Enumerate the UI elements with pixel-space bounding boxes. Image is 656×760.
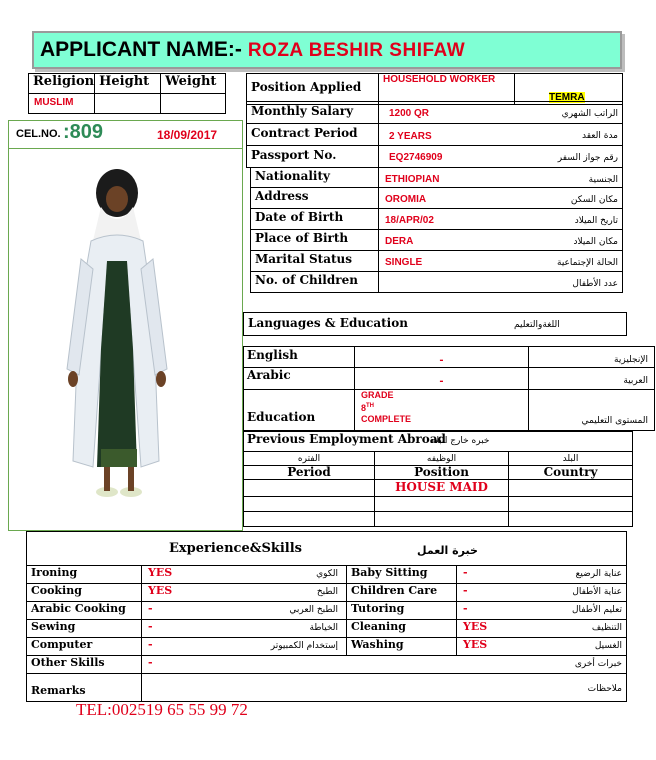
detail-value: 1200 QR xyxy=(379,102,515,124)
other-skills-arabic: خبرات أخرى xyxy=(532,656,627,674)
detail-row xyxy=(251,251,623,272)
skill-row xyxy=(27,620,627,638)
detail-label: No. of Children xyxy=(251,272,379,293)
skill-arabic: الطبخ العربي xyxy=(247,602,347,620)
detail-arabic: الراتب الشهري xyxy=(515,102,623,124)
detail-value: ETHIOPIAN xyxy=(379,168,515,188)
detail-row xyxy=(251,230,623,251)
personal-table xyxy=(250,167,623,293)
religion-table xyxy=(28,73,226,114)
detail-arabic: الحالة الإجتماعية xyxy=(515,251,623,272)
skill-row xyxy=(27,602,627,620)
english-label: English xyxy=(244,347,355,368)
skill-value: - xyxy=(457,584,532,602)
detail-value: DERA xyxy=(379,230,515,251)
detail-label: Marital Status xyxy=(251,251,379,272)
skill-label: Cooking xyxy=(27,584,142,602)
remarks-row xyxy=(27,674,627,702)
detail-label: Position Applied xyxy=(247,74,379,105)
col-country-arabic: البلد xyxy=(509,452,633,466)
skill-value: YES xyxy=(142,584,247,602)
education-sup: TH xyxy=(366,403,375,409)
skills-section-header xyxy=(26,531,627,565)
col-position-arabic: الوظيفه xyxy=(375,452,509,466)
languages-title: Languages & Education xyxy=(248,316,408,330)
detail-value xyxy=(379,272,515,293)
remarks-arabic: ملاحظات xyxy=(532,674,627,702)
skill-value: - xyxy=(142,620,247,638)
detail-row xyxy=(251,168,623,188)
detail-arabic: رقم جواز السفر xyxy=(515,146,623,168)
detail-value: EQ2746909 xyxy=(379,146,515,168)
employment-row xyxy=(244,480,633,497)
height-value xyxy=(95,94,161,114)
detail-row xyxy=(251,272,623,293)
education-arabic: المستوى التعليمي xyxy=(529,390,655,431)
skill-value: YES xyxy=(457,620,532,638)
detail-row xyxy=(247,102,623,124)
cel-number-box xyxy=(8,120,243,148)
detail-label: Contract Period xyxy=(247,124,379,146)
skill-value: YES xyxy=(142,566,247,584)
telephone: TEL:002519 65 55 99 72 xyxy=(76,700,248,719)
skill-row xyxy=(27,638,627,656)
english-arabic: الإنجليزية xyxy=(529,347,655,368)
skill-value: - xyxy=(457,566,532,584)
detail-arabic: مكان الميلاد xyxy=(515,230,623,251)
arabic-label: Arabic xyxy=(244,368,355,390)
employment-empty-row xyxy=(244,497,633,512)
skill-arabic: إستخدام الكمبيوتر xyxy=(247,638,347,656)
detail-row xyxy=(251,209,623,230)
weight-header: Weight xyxy=(161,74,226,94)
col-period-arabic: الفتره xyxy=(244,452,375,466)
skills-table xyxy=(26,565,627,702)
skill-label: Baby Sitting xyxy=(347,566,457,584)
skill-arabic: الخياطة xyxy=(247,620,347,638)
employment-title: Previous Employment Abroad xyxy=(247,432,446,446)
education-number: 8 xyxy=(361,403,367,413)
employment-section-header xyxy=(243,431,633,451)
detail-row xyxy=(251,188,623,209)
religion-value: MUSLIM xyxy=(29,94,95,114)
skill-label: Arabic Cooking xyxy=(27,602,142,620)
applicant-name-banner xyxy=(32,31,622,69)
skills-title: Experience&Skills xyxy=(169,541,302,556)
detail-arabic: تاريخ الميلاد xyxy=(515,209,623,230)
detail-arabic: مكان السكن xyxy=(515,188,623,209)
employment-country xyxy=(509,480,633,497)
cel-label: CEL.NO. xyxy=(16,128,61,140)
col-period: Period xyxy=(244,466,375,480)
skill-value: - xyxy=(142,602,247,620)
arabic-value: - xyxy=(355,368,529,390)
skill-label: Children Care xyxy=(347,584,457,602)
height-header: Height xyxy=(95,74,161,94)
detail-label: Monthly Salary xyxy=(247,102,379,124)
languages-table xyxy=(243,346,655,431)
col-country: Country xyxy=(509,466,633,480)
remarks-label: Remarks xyxy=(27,674,142,702)
detail-extra-cell xyxy=(515,74,623,105)
detail-label: Nationality xyxy=(251,168,379,188)
detail-value: 18/APR/02 xyxy=(379,209,515,230)
detail-row xyxy=(247,74,623,105)
detail-value: SINGLE xyxy=(379,251,515,272)
detail-arabic: مدة العقد xyxy=(515,124,623,146)
skill-value: - xyxy=(457,602,532,620)
religion-header: Religion xyxy=(29,74,95,94)
employment-empty-row xyxy=(244,512,633,527)
skill-arabic: عناية الرضيع xyxy=(532,566,627,584)
employment-table xyxy=(243,451,633,527)
employment-position: HOUSE MAID xyxy=(375,480,509,497)
remarks-value xyxy=(142,674,532,702)
other-skills-label: Other Skills xyxy=(27,656,142,674)
applicant-photo-image xyxy=(9,149,242,530)
detail-arabic: الجنسية xyxy=(515,168,623,188)
skill-label: Cleaning xyxy=(347,620,457,638)
applicant-photo xyxy=(8,148,243,531)
detail-row xyxy=(247,124,623,146)
detail-label: Address xyxy=(251,188,379,209)
skill-arabic: الغسيل xyxy=(532,638,627,656)
applicant-name-value: ROZA BESHIR SHIFAW xyxy=(247,40,466,61)
skill-label: Sewing xyxy=(27,620,142,638)
detail-label: Date of Birth xyxy=(251,209,379,230)
education-label: Education xyxy=(244,390,355,431)
cel-number: :809 xyxy=(63,121,104,143)
education-status: COMPLETE xyxy=(361,414,412,424)
skill-arabic: عناية الأطفال xyxy=(532,584,627,602)
skill-arabic: الطبخ xyxy=(247,584,347,602)
detail-row xyxy=(247,146,623,168)
arabic-arabic: العربية xyxy=(529,368,655,390)
weight-value xyxy=(161,94,226,114)
skill-label: Washing xyxy=(347,638,457,656)
detail-value: OROMIA xyxy=(379,188,515,209)
languages-section-header xyxy=(243,312,627,336)
employment-period xyxy=(244,480,375,497)
skill-row xyxy=(27,566,627,584)
employment-title-arabic: خبره خارج البلاد xyxy=(430,436,490,446)
english-value: - xyxy=(355,347,529,368)
skill-row xyxy=(27,584,627,602)
skill-arabic: تعليم الأطفال xyxy=(532,602,627,620)
education-level xyxy=(361,401,528,414)
applicant-name-label: APPLICANT NAME:- xyxy=(40,38,242,61)
detail-value: 2 YEARS xyxy=(379,124,515,146)
skill-arabic: الكوي xyxy=(247,566,347,584)
skills-title-arabic: خبرة العمل xyxy=(417,544,478,557)
temra-highlight: TEMRA xyxy=(549,92,585,103)
detail-arabic: عدد الأطفال xyxy=(515,272,623,293)
skill-label: Tutoring xyxy=(347,602,457,620)
languages-title-arabic: اللغةوالتعليم xyxy=(514,320,560,330)
skill-label: Ironing xyxy=(27,566,142,584)
education-grade: GRADE xyxy=(361,390,394,400)
detail-label: Place of Birth xyxy=(251,230,379,251)
detail-value: HOUSEHOLD WORKER xyxy=(379,74,515,105)
education-value xyxy=(355,390,529,431)
cel-date: 18/09/2017 xyxy=(157,128,218,142)
other-skills-value: - xyxy=(142,656,532,674)
skill-arabic: التنظيف xyxy=(532,620,627,638)
skill-label: Computer xyxy=(27,638,142,656)
detail-label: Passport No. xyxy=(247,146,379,168)
other-skills-row xyxy=(27,656,627,674)
skill-value: YES xyxy=(457,638,532,656)
skill-value: - xyxy=(142,638,247,656)
col-position: Position xyxy=(375,466,509,480)
details-table-body xyxy=(246,101,623,168)
